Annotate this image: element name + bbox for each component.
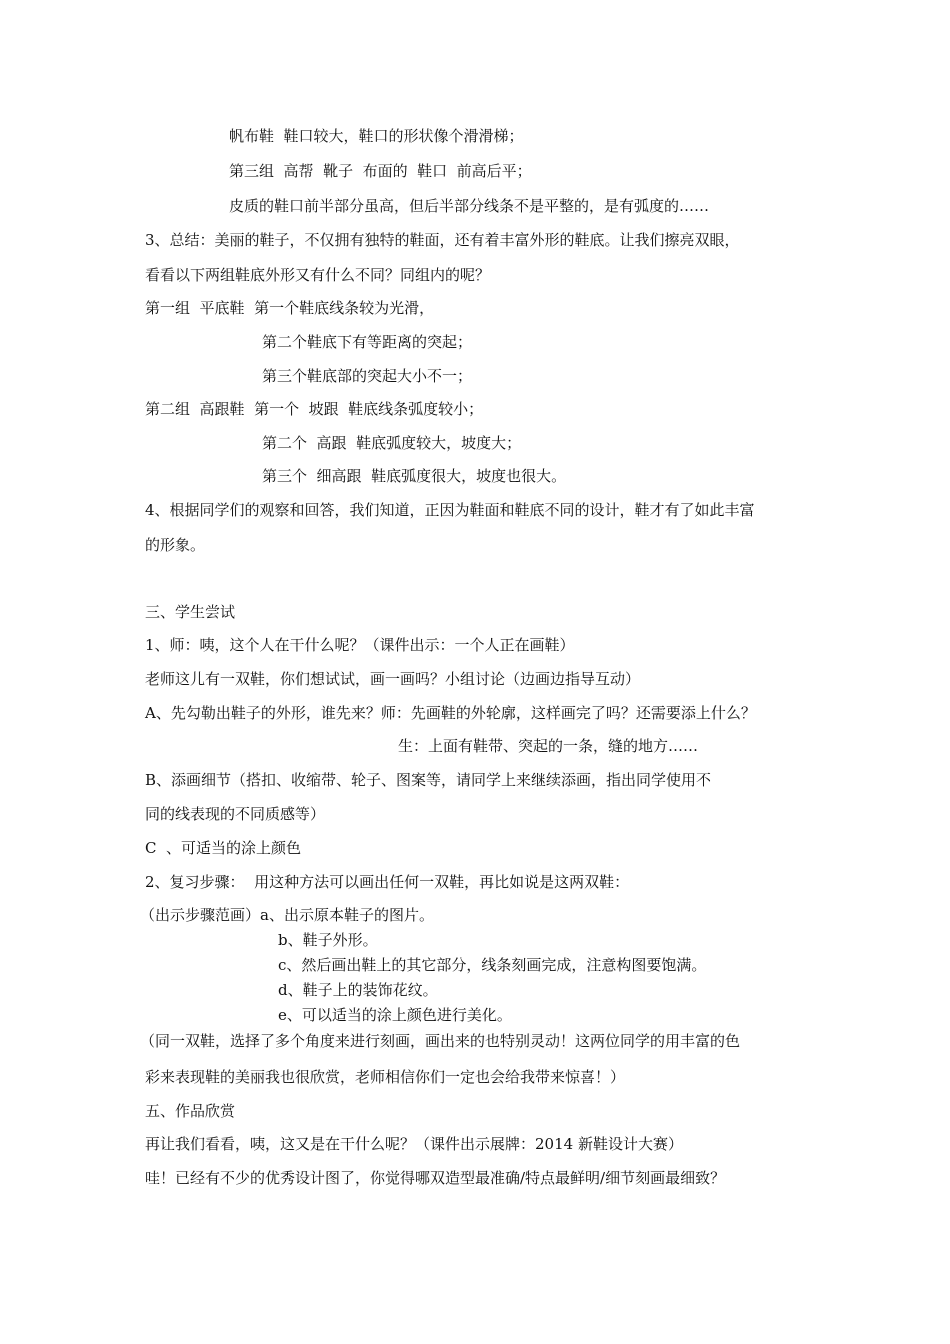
text-line: 同的线表现的不同质感等） [145, 805, 326, 823]
text-line: 1、师：咦，这个人在干什么呢？（课件出示：一个人正在画鞋） [145, 636, 575, 654]
text-line: 第二组 高跟鞋 第一个 坡跟 鞋底线条弧度较小； [145, 400, 484, 418]
text-line: C 、可适当的涂上颜色 [145, 839, 302, 857]
text-line: 彩来表现鞋的美丽我也很欣赏，老师相信你们一定也会给我带来惊喜！） [145, 1068, 626, 1086]
text-line: 3、总结：美丽的鞋子，不仅拥有独特的鞋面，还有着丰富外形的鞋底。让我们擦亮双眼， [145, 231, 740, 249]
text-line: 第三个 细高跟 鞋底弧度很大，坡度也很大。 [262, 467, 567, 485]
text-line: （出示步骤范画）a、出示原本鞋子的图片。 [140, 906, 434, 924]
text-line: 第一组 平底鞋 第一个鞋底线条较为光滑， [145, 299, 435, 317]
text-line: 老师这儿有一双鞋，你们想试试，画一画吗？小组讨论（边画边指导互动） [145, 670, 641, 688]
text-line: 哇！已经有不少的优秀设计图了，你觉得哪双造型最准确/特点最鲜明/细节刻画最细致？ [145, 1169, 726, 1187]
text-line: 皮质的鞋口前半部分虽高，但后半部分线条不是平整的，是有弧度的…… [229, 197, 710, 215]
text-line: c、然后画出鞋上的其它部分，线条刻画完成，注意构图要饱满。 [278, 956, 707, 974]
text-line: 4、根据同学们的观察和回答，我们知道，正因为鞋面和鞋底不同的设计，鞋才有了如此丰富 [145, 501, 755, 519]
text-line: d、鞋子上的装饰花纹。 [278, 981, 438, 999]
section-heading: 五、作品欣赏 [145, 1102, 236, 1120]
section-heading: 三、学生尝试 [145, 603, 236, 621]
text-line: 第二个 高跟 鞋底弧度较大，坡度大； [262, 434, 522, 452]
text-line: 再让我们看看，咦，这又是在干什么呢？（课件出示展牌：2014 新鞋设计大赛） [145, 1135, 683, 1153]
text-line: 的形象。 [145, 536, 206, 554]
text-line: 看看以下两组鞋底外形又有什么不同？同组内的呢？ [145, 266, 491, 284]
text-line: A、先勾勒出鞋子的外形，谁先来？师：先画鞋的外轮廓，这样画完了吗？还需要添上什么？ [145, 704, 756, 722]
text-line: 第三组 高帮 靴子 布面的 鞋口 前高后平； [229, 162, 532, 180]
text-line: 第三个鞋底部的突起大小不一； [262, 367, 473, 385]
text-line: （同一双鞋，选择了多个角度来进行刻画，画出来的也特别灵动！这两位同学的用丰富的色 [140, 1032, 741, 1050]
text-line: B、添画细节（搭扣、收缩带、轮子、图案等，请同学上来继续添画，指出同学使用不 [145, 771, 712, 789]
text-line: 生：上面有鞋带、突起的一条，缝的地方…… [398, 737, 699, 755]
text-line: e、可以适当的涂上颜色进行美化。 [278, 1006, 512, 1024]
text-line: 2、复习步骤： 用这种方法可以画出任何一双鞋，再比如说是这两双鞋： [145, 873, 630, 891]
text-line: b、鞋子外形。 [278, 931, 378, 949]
text-line: 第二个鞋底下有等距离的突起； [262, 333, 473, 351]
text-line: 帆布鞋 鞋口较大，鞋口的形状像个滑滑梯； [229, 127, 524, 145]
